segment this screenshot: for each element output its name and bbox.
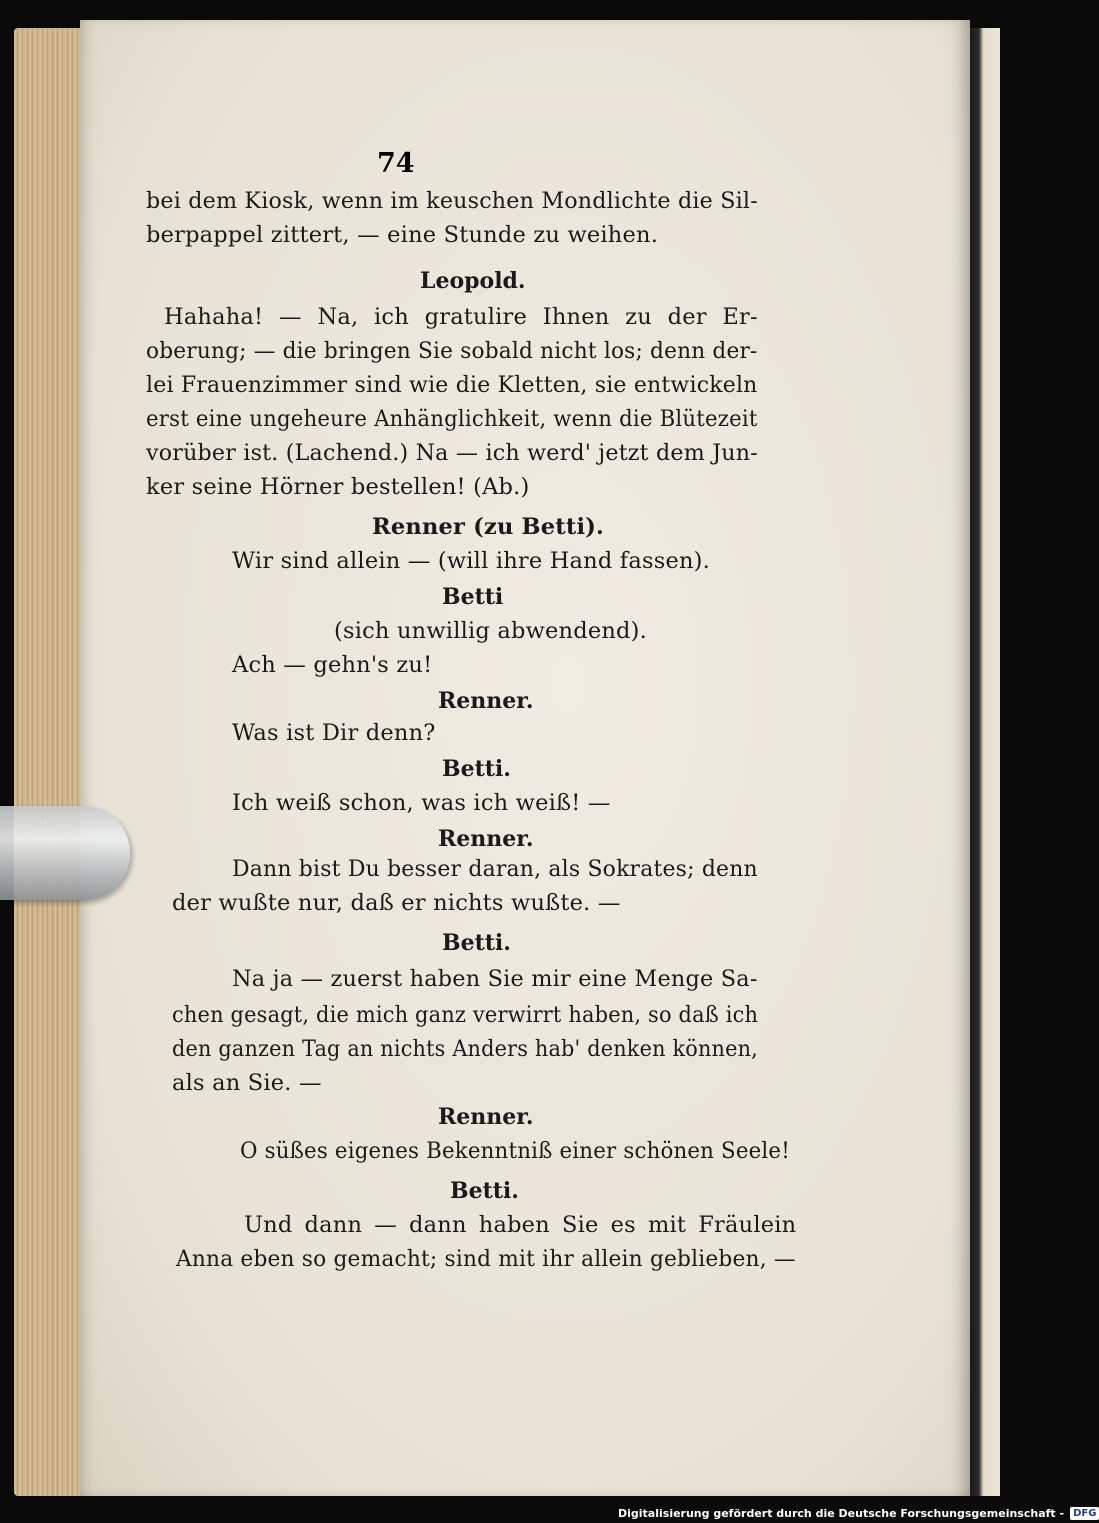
text-line: Hahaha! — Na, ich gratulire Ihnen zu der Er- [164, 304, 758, 330]
book-page [80, 20, 970, 1496]
text-line: Dann bist Du besser daran, als Sokrates; denn [232, 856, 758, 882]
footer [618, 1505, 1099, 1521]
next-page-edge [970, 28, 1000, 1496]
text-line: vorüber ist. (Lachend.) Na — ich werd' jetzt dem Jun- [146, 440, 758, 466]
dfg-logo: DFG [1070, 1507, 1099, 1520]
speaker-name: Renner. [438, 688, 534, 714]
speaker-name: Betti [442, 584, 504, 610]
text-line: ker seine Hörner bestellen! (Ab.) [146, 474, 530, 500]
text-line: als an Sie. — [172, 1070, 322, 1096]
text-line: oberung; — die bringen Sie sobald nicht los; denn der- [146, 338, 758, 364]
text-line: chen gesagt, die mich ganz verwirrt haben, so daß ich [172, 1002, 759, 1028]
text-line: Ach — gehn's zu! [232, 652, 433, 678]
speaker-name: Betti. [442, 930, 511, 956]
text-line: Was ist Dir denn? [232, 720, 436, 746]
page-clip [0, 806, 130, 900]
speaker-name: Renner. [438, 826, 534, 852]
text-line: der wußte nur, daß er nichts wußte. — [172, 890, 621, 916]
text-line: Und dann — dann haben Sie es mit Fräulein [244, 1212, 797, 1238]
text-line: O süßes eigenes Bekenntniß einer schönen Seele! [240, 1138, 790, 1164]
text-line: Wir sind allein — (will ihre Hand fassen). [232, 548, 710, 574]
text-line: Ich weiß schon, was ich weiß! — [232, 790, 611, 816]
text-line: lei Frauenzimmer sind wie die Kletten, sie entwickeln [146, 372, 758, 398]
speaker-name: Betti. [442, 756, 511, 782]
speaker-name: Betti. [450, 1178, 519, 1204]
speaker-name: Leopold. [420, 268, 526, 294]
text-line: Na ja — zuerst haben Sie mir eine Menge Sa- [232, 966, 758, 992]
text-line: Renner (zu Betti). [372, 514, 605, 540]
footer-credit: Digitalisierung gefördert durch die Deutsche Forschungsgemeinschaft - [618, 1506, 1065, 1520]
speaker-name: Renner. [438, 1104, 534, 1130]
book-spread [14, 20, 1000, 1498]
text-line: den ganzen Tag an nichts Anders hab' denken können, [172, 1036, 758, 1062]
page-number: 74 [377, 148, 415, 179]
text-line: bei dem Kiosk, wenn im keuschen Mondlichte die Sil- [146, 188, 758, 214]
text-line: Anna eben so gemacht; sind mit ihr allein geblieben, — [176, 1246, 796, 1272]
text-line: (sich unwillig abwendend). [334, 618, 647, 644]
text-line: erst eine ungeheure Anhänglichkeit, wenn die Blütezeit [146, 406, 758, 432]
text-line: berpappel zittert, — eine Stunde zu weihen. [146, 222, 659, 248]
